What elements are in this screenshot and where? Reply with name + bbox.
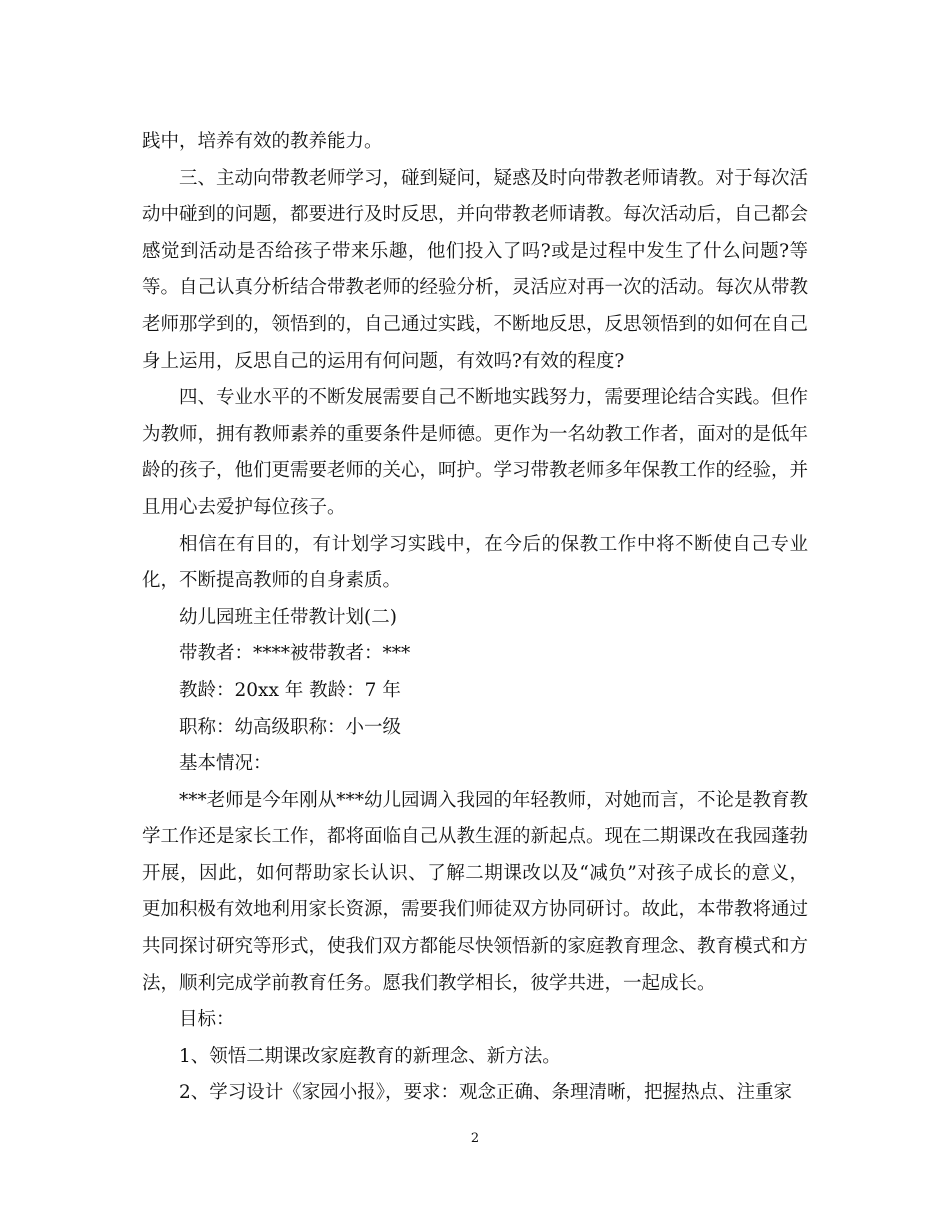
goal-item-2: 2、学习设计《家园小报》，要求：观念正确、条理清晰，把握热点、注重家 <box>179 1082 793 1104</box>
document-body <box>142 124 808 1112</box>
goals-heading: 目标： <box>179 1009 235 1031</box>
basic-situation-paragraph: ***老师是今年刚从***幼儿园调入我园的年轻教师，对她而言，不论是教育教学工作还是家长工作，都将面临自己从教生涯的新起点。现在二期课改在我园蓬勃开展，因此，如何帮助家长认识、了解二期课改以及“减负”对孩子成长的意义，更加积极有效地利用家长资源，需要我们师徒双方协同研讨。故此，本带教将通过共同探讨研究等形式，使我们双方都能尽快领悟新的家庭教育理念、教育模式和方法，顺利完成学前教育任务。愿我们教学相长，彼学共进，一起成长。 <box>142 789 809 994</box>
title-rank-line: 职称：幼高级职称：小一级 <box>179 716 402 738</box>
paragraph-section-three: 三、主动向带教老师学习，碰到疑问，疑惑及时向带教老师请教。对于每次活动中碰到的问题，都要进行及时反思，并向带教老师请教。每次活动后，自己都会感觉到活动是否给孩子带来乐趣，他们投入了吗?或是过程中发生了什么问题?等等。自己认真分析结合带教老师的经验分析，灵活应对再一次的活动。每次从带教老师那学到的，领悟到的，自己通过实践，不断地反思，反思领悟到的如何在自己身上运用，反思自己的运用有何问题，有效吗?有效的程度? <box>142 167 809 372</box>
teaching-years-line: 教龄：20xx 年 教龄：7 年 <box>179 679 401 701</box>
basic-situation-heading: 基本情况： <box>179 753 272 775</box>
goal-item-1: 1、领悟二期课改家庭教育的新理念、新方法。 <box>179 1045 561 1067</box>
mentor-line: 带教者：****被带教者：*** <box>179 643 411 665</box>
paragraph-conclusion: 相信在有目的，有计划学习实践中，在今后的保教工作中将不断使自己专业化，不断提高教师的自身素质。 <box>142 533 808 592</box>
paragraph-continuation: 践中，培养有效的教养能力。 <box>142 131 383 152</box>
paragraph-section-four: 四、专业水平的不断发展需要自己不断地实践努力，需要理论结合实践。但作为教师，拥有教师素养的重要条件是师德。更作为一名幼教工作者，面对的是低年龄的孩子，他们更需要老师的关心，呵护。学习带教老师多年保教工作的经验，并且用心去爱护每位孩子。 <box>142 387 809 518</box>
page-number: 2 <box>470 1131 480 1146</box>
plan-title: 幼儿园班主任带教计划(二) <box>179 606 397 628</box>
